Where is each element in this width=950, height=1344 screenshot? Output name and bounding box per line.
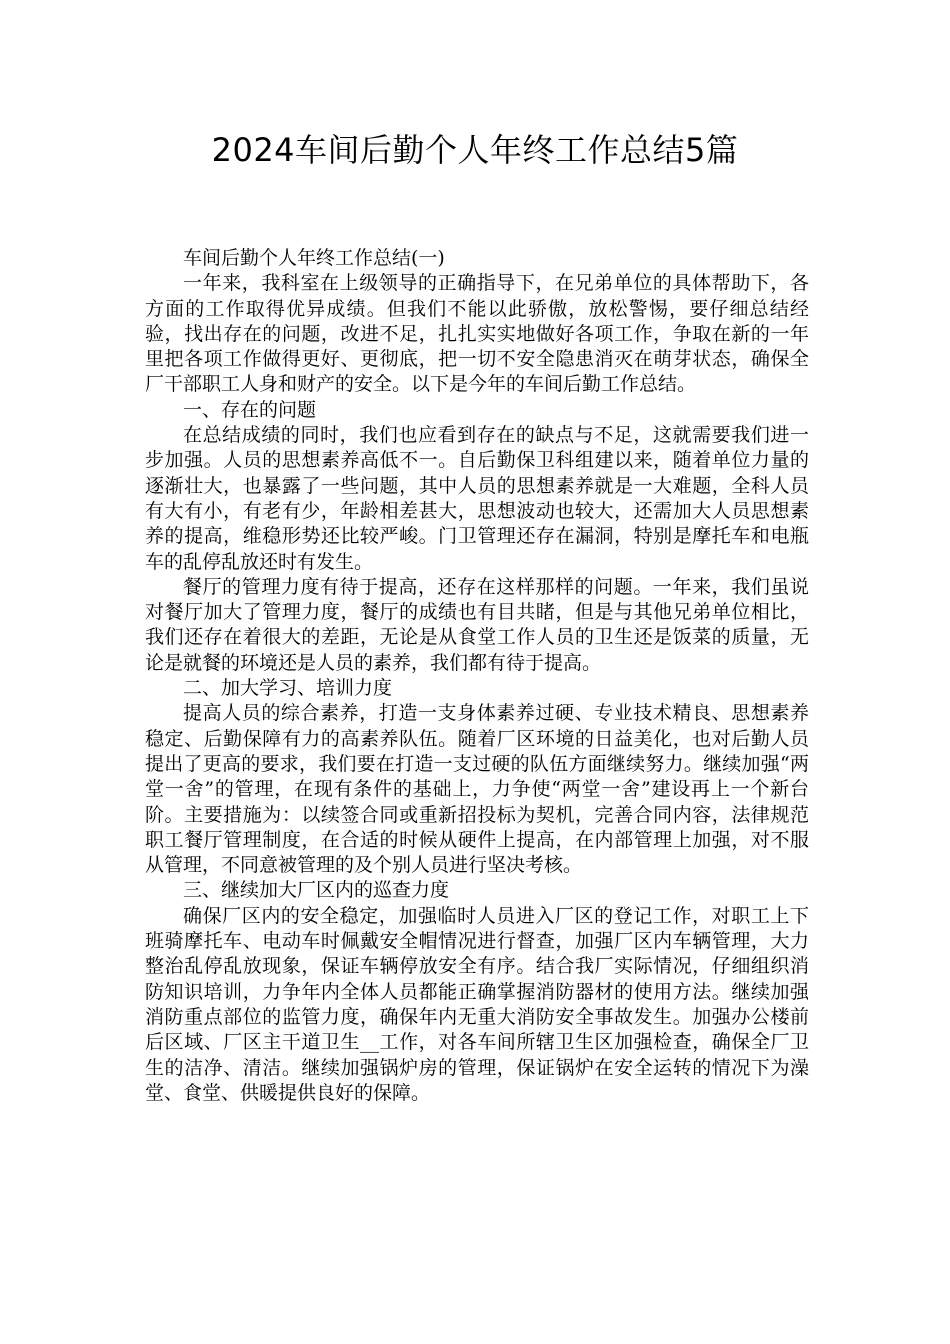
document-title: 2024车间后勤个人年终工作总结5篇 xyxy=(211,131,739,169)
body-paragraph: 一年来，我科室在上级领导的正确指导下，在兄弟单位的具体帮助下，各方面的工作取得优异成绩。但我们不能以此骄傲，放松警惕，要仔细总结经验，找出存在的问题，改进不足，扎扎实实地做好各项工作，争取在新的一年里把各项工作做得更好、更彻底，把一切不安全隐患消灭在萌芽状态，确保全厂干部职工人身和财产的安全。以下是今年的车间后勤工作总结。 xyxy=(145,272,809,396)
section-heading: 车间后勤个人年终工作总结(一) xyxy=(183,247,445,269)
body-paragraph: 餐厅的管理力度有待于提高，还存在这样那样的问题。一年来，我们虽说对餐厅加大了管理力度，餐厅的成绩也有目共睹，但是与其他兄弟单位相比，我们还存在着很大的差距，无论是从食堂工作人员的卫生还是饭菜的质量，无论是就餐的环境还是人员的素养，我们都有待于提高。 xyxy=(145,575,809,674)
body-paragraph: 确保厂区内的安全稳定，加强临时人员进入厂区的登记工作，对职工上下班骑摩托车、电动车时佩戴安全帽情况进行督查，加强厂区内车辆管理，大力整治乱停乱放现象，保证车辆停放安全有序。结合我厂实际情况，仔细组织消防知识培训，力争年内全体人员都能正确掌握消防器材的使用方法。继续加强消防重点部位的监管力度，确保年内无重大消防安全事故发生。加强办公楼前后区域、厂区主干道卫生__工作，对各车间所辖卫生区加强检查，确保全厂卫生的洁净、清洁。继续加强锅炉房的管理，保证锅炉在安全运转的情况下为澡堂、食堂、供暖提供良好的保障。 xyxy=(145,904,809,1104)
document-body xyxy=(145,246,809,1106)
section-heading: 三、继续加大厂区内的巡查力度 xyxy=(183,879,450,902)
body-paragraph: 提高人员的综合素养，打造一支身体素养过硬、专业技术精良、思想素养稳定、后勤保障有力的高素养队伍。随着厂区环境的日益美化，也对后勤人员提出了更高的要求，我们要在打造一支过硬的队伍方面继续努力。继续加强“两堂一舍”的管理，在现有条件的基础上，力争使“两堂一舍”建设再上一个新台阶。主要措施为：以续签合同或重新招投标为契机，完善合同内容，法律规范职工餐厅管理制度，在合适的时候从硬件上提高，在内部管理上加强，对不服从管理，不同意被管理的及个别人员进行坚决考核。 xyxy=(145,702,809,877)
section-heading: 一、存在的问题 xyxy=(183,398,317,421)
section-heading: 二、加大学习、培训力度 xyxy=(183,677,393,700)
body-paragraph: 在总结成绩的同时，我们也应看到存在的缺点与不足，这就需要我们进一步加强。人员的思想素养高低不一。自后勤保卫科组建以来，随着单位力量的逐渐壮大，也暴露了一些问题，其中人员的思想素养就是一大难题，全科人员有大有小，有老有少，年龄相差甚大，思想波动也较大，还需加大人员思想素养的提高，维稳形势还比较严峻。门卫管理还存在漏洞，特别是摩托车和电瓶车的乱停乱放还时有发生。 xyxy=(145,424,809,573)
